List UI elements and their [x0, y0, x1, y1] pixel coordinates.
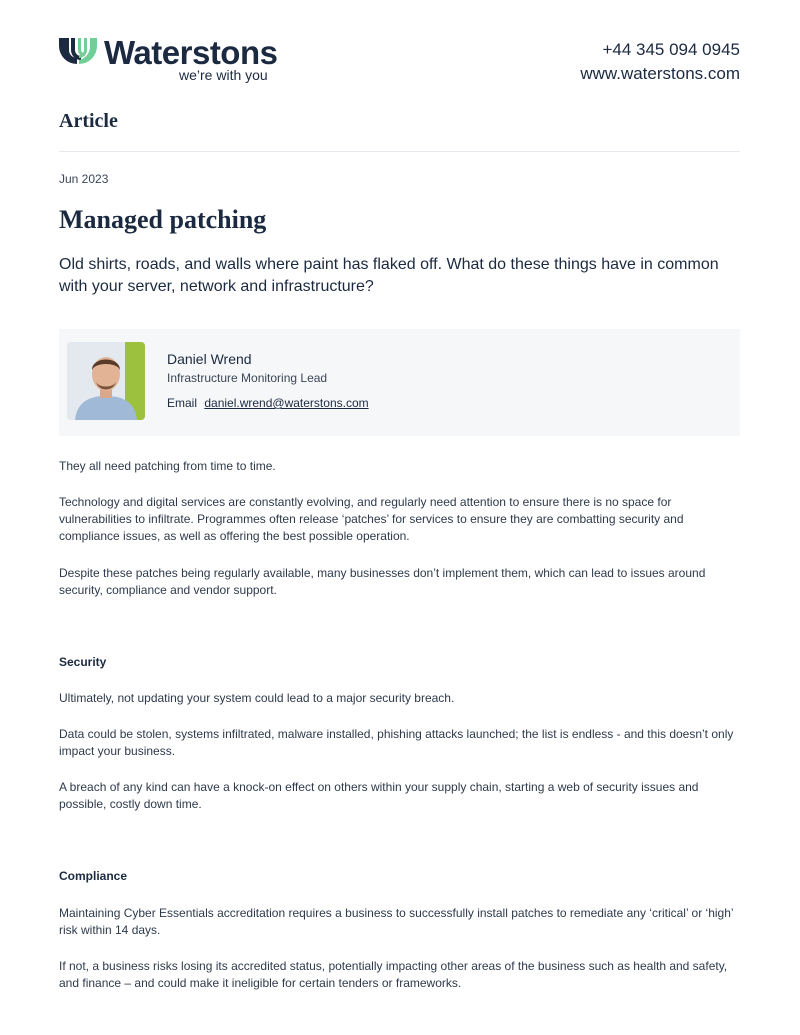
paragraph: A breach of any kind can have a knock-on effect on others within your supply chain, starting a web of security issues and possible, costly down time. [59, 780, 699, 811]
article-date: Jun 2023 [59, 172, 109, 186]
website-link[interactable]: www.waterstons.com [580, 64, 740, 83]
brand-name: Waterstons [104, 34, 278, 71]
paragraph: Data could be stolen, systems infiltrated, malware installed, phishing attacks launched; the list is endless - and this doesn’t only impact your business. [59, 727, 734, 758]
paragraph: If not, a business risks losing its accredited status, potentially impacting other areas of the business such as health and safety, and finance – and could make it ineligible for certain tenders or frameworks. [59, 959, 728, 990]
section-label: Article [59, 110, 118, 132]
paragraph: They all need patching from time to time. [59, 459, 276, 473]
divider [59, 151, 740, 152]
brand-logo[interactable] [59, 36, 299, 86]
author-email-row [167, 396, 369, 410]
author-role: Infrastructure Monitoring Lead [167, 371, 328, 385]
paragraph: Technology and digital services are constantly evolving, and regularly need attention to ensure there is no space for vulnerabilities to infiltrate. Programmes often release ‘patches’ for services to ensure they are combatting security and compliance issues, as well as offering the best possible operation. [59, 495, 684, 543]
section-heading-security: Security [59, 655, 107, 669]
author-name: Daniel Wrend [167, 351, 252, 367]
article-lead: Old shirts, roads, and walls where paint has flaked off. What do these things have in common with your server, network and infrastructure? [59, 256, 719, 295]
author-card [59, 329, 740, 436]
section-heading-compliance: Compliance [59, 869, 128, 883]
paragraph: Despite these patches being regularly available, many businesses don’t implement them, which can lead to issues around security, compliance and vendor support. [59, 566, 706, 597]
article-title: Managed patching [59, 205, 267, 234]
brand-tagline: we’re with you [179, 67, 268, 83]
phone-number[interactable]: +44 345 094 0945 [602, 40, 740, 59]
contact-info [580, 38, 740, 86]
paragraph: Maintaining Cyber Essentials accreditation requires a business to successfully install patches to remediate any ‘critical’ or ‘high’ risk within 14 days. [59, 906, 734, 937]
paragraph: Ultimately, not updating your system could lead to a major security breach. [59, 691, 455, 705]
author-photo [67, 342, 145, 420]
author-avatar [67, 342, 145, 420]
email-label: Email [167, 396, 198, 410]
author-email-link[interactable]: daniel.wrend@waterstons.com [204, 396, 369, 410]
page-header [59, 36, 740, 86]
waterstons-u-mark-icon [59, 38, 99, 64]
